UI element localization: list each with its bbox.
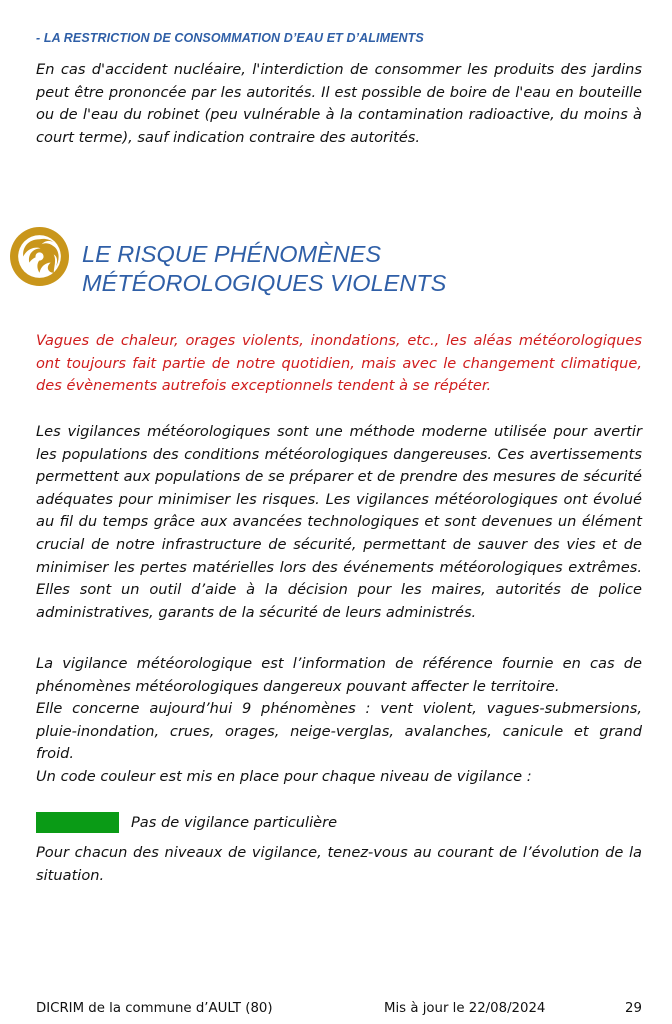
closing-paragraph: Pour chacun des niveaux de vigilance, tenez-vous au courant de l’évolution de la situation.	[36, 844, 642, 884]
body-paragraph-3: Elle concerne aujourd’hui 9 phénomènes : vent violent, vagues-submersions, pluie-inondation, crues, orages, neige-verglas, avalanches, canicule et grand froid.	[36, 700, 642, 763]
restriction-heading: - LA RESTRICTION DE CONSOMMATION D’EAU ET D’ALIMENTS	[36, 31, 424, 45]
cyclone-icon	[9, 226, 70, 287]
restriction-paragraph-block	[36, 59, 642, 149]
section-title-line1: LE RISQUE PHÉNOMÈNES	[82, 241, 382, 267]
intro-block	[36, 330, 642, 398]
vigilance-green-label: Pas de vigilance particulière	[131, 814, 338, 831]
body-paragraph-2: La vigilance météorologique est l’information de référence fournie en cas de phénomènes météorologiques dangereux pouvant affecter le territoire.	[36, 655, 642, 695]
vigilance-green-swatch	[36, 812, 119, 833]
footer-page-number: 29	[625, 1001, 642, 1016]
section-title-line2: MÉTÉOROLOGIQUES VIOLENTS	[82, 270, 447, 296]
intro-paragraph: Vagues de chaleur, orages violents, inondations, etc., les aléas météorologiques ont toujours fait partie de notre quotidien, mais avec le changement climatique, des évènements autrefois exceptionnels tendent à se répéter.	[36, 332, 642, 395]
footer-left: DICRIM de la commune d’AULT (80)	[36, 1001, 273, 1016]
body-paragraph-4: Un code couleur est mis en place pour chaque niveau de vigilance :	[36, 767, 532, 785]
body-paragraph-1: Les vigilances météorologiques sont une méthode moderne utilisée pour avertir les populations des conditions météorologiques dangereuses. Ces avertissements permettent aux populations de se préparer et de prendre des mesures de sécurité adéquates pour minimiser les risques. Les vigilances météorologiques ont évolué au fil du temps grâce aux avancées technologiques et sont devenues un élément crucial de notre infrastructure de sécurité, permettant de sauver des vies et de minimiser les pertes matérielles lors des événements météorologiques extrêmes. Elles sont un outil d’aide à la décision pour les maires, autorités de police administratives, garants de la sécurité de leurs administrés.	[36, 423, 642, 621]
footer-date: Mis à jour le 22/08/2024	[384, 1001, 546, 1016]
body-block	[36, 421, 642, 624]
section-title	[82, 240, 446, 298]
restriction-paragraph: En cas d'accident nucléaire, l'interdiction de consommer les produits des jardins peut être prononcée par les autorités. Il est possible de boire de l'eau en bouteille ou de l'eau du robinet (peu vulnérable à la contamination radioactive, du moins à court terme), sauf indication contraire des autorités.	[36, 61, 642, 146]
body-block-2	[36, 653, 642, 789]
closing-block	[36, 842, 642, 887]
